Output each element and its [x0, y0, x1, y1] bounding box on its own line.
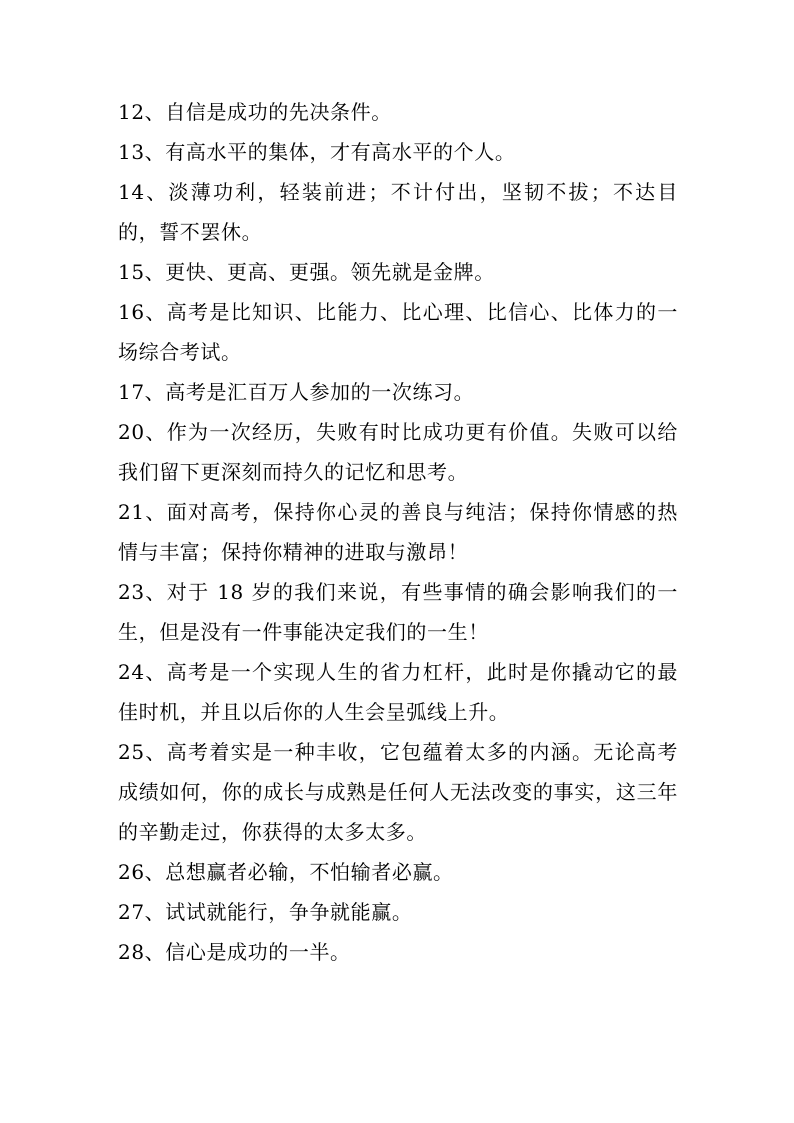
paragraph-26: 26、总想赢者必输，不怕输者必赢。: [118, 860, 454, 884]
paragraph-28: 28、信心是成功的一半。: [118, 940, 351, 964]
paragraph-25: 25、高考着实是一种丰收，它包蕴着太多的内涵。无论高考成绩如何，你的成长与成熟是任何人无法改变的事实，这三年的辛勤走过，你获得的太多太多。: [118, 740, 678, 844]
paragraph-13: 13、有高水平的集体，才有高水平的个人。: [118, 140, 516, 164]
paragraph-17: 17、高考是汇百万人参加的一次练习。: [118, 380, 475, 404]
paragraph-20: 20、作为一次经历，失败有时比成功更有价值。失败可以给我们留下更深刻而持久的记忆和思考。: [118, 420, 678, 484]
paragraph-27: 27、试试就能行，争争就能赢。: [118, 900, 413, 924]
paragraph-21: 21、面对高考，保持你心灵的善良与纯洁；保持你情感的热情与丰富；保持你精神的进取与激昂！: [118, 500, 678, 564]
paragraph-15: 15、更快、更高、更强。领先就是金牌。: [118, 260, 495, 284]
paragraph-24: 24、高考是一个实现人生的省力杠杆，此时是你撬动它的最佳时机，并且以后你的人生会呈弧线上升。: [118, 660, 678, 724]
paragraph-12: 12、自信是成功的先决条件。: [118, 100, 392, 124]
paragraph-14: 14、淡薄功利，轻装前进；不计付出，坚韧不拔；不达目的，誓不罢休。: [118, 180, 678, 244]
document-body: [118, 92, 678, 972]
paragraph-23: 23、对于 18 岁的我们来说，有些事情的确会影响我们的一生，但是没有一件事能决定我们的一生！: [118, 580, 678, 644]
paragraph-16: 16、高考是比知识、比能力、比心理、比信心、比体力的一场综合考试。: [118, 300, 678, 364]
